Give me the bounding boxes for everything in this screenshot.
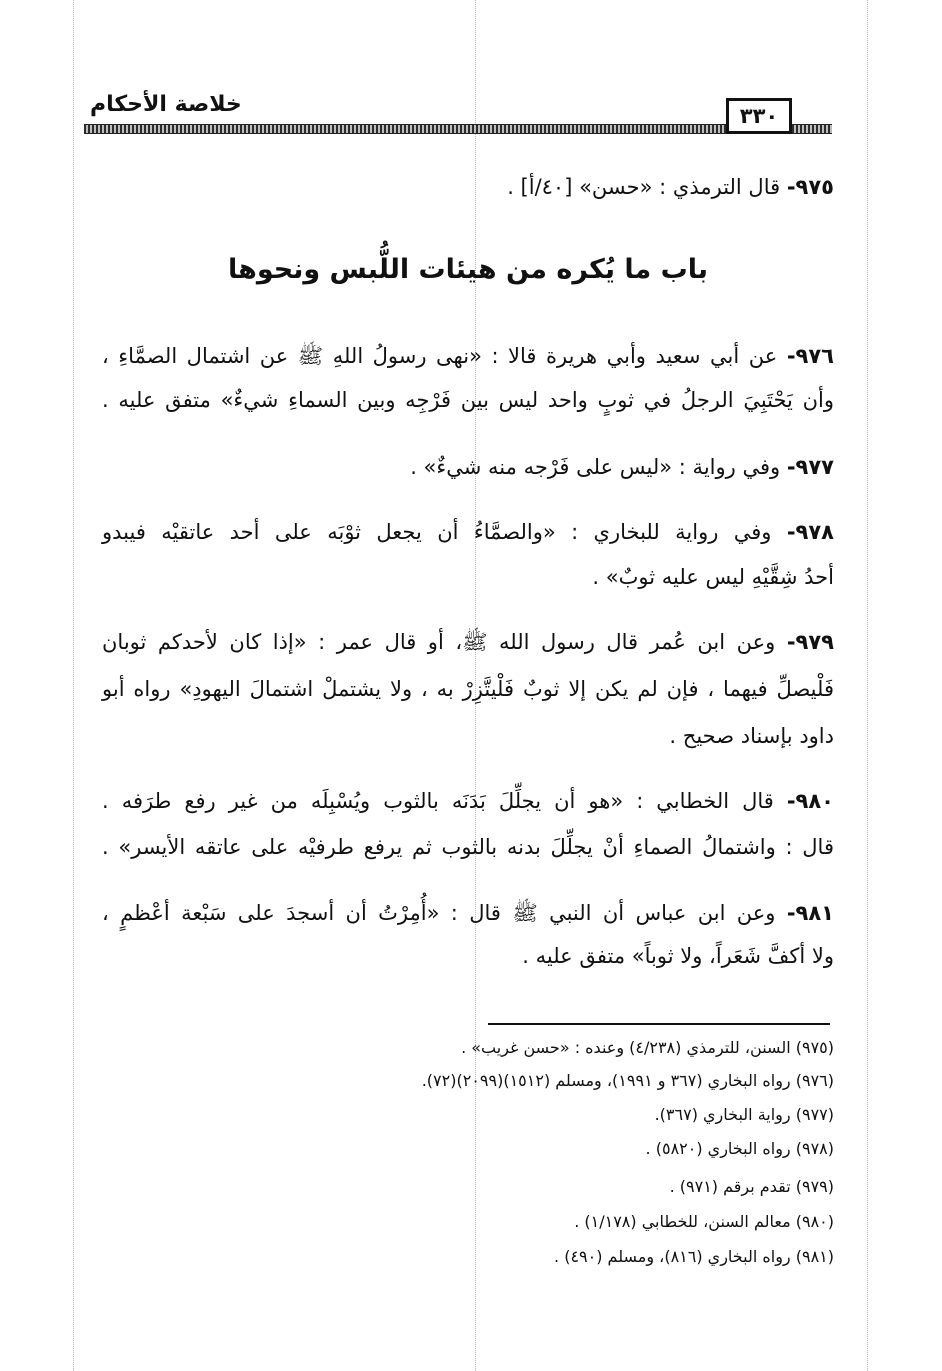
- page-number: ٣٣٠: [726, 98, 792, 134]
- hadith-text: قال الخطابي : «هو أن يجلِّلَ بَدَنَه بالثوب ويُسْبِلَه من غير رفع طرَفه .: [102, 789, 774, 813]
- hadith-978-line-1: [102, 517, 834, 547]
- hadith-980-line-1: [102, 786, 834, 816]
- hadith-text: وفي رواية : «ليس على فَرْجه منه شيءٌ» .: [410, 455, 781, 479]
- hadith-text: وعن ابن عُمر قال رسول الله ﷺ، أو قال عمر : «إذا كان لأحدكم ثوبان: [102, 630, 776, 654]
- hadith-979-line-1: [102, 627, 834, 657]
- hadith-976-line-1: [102, 341, 834, 371]
- footnote-976: (٩٧٦) رواه البخاري (٣٦٧ و ١٩٩١)، ومسلم (١٥١٢)(٢٠٩٩)(٧٢).: [421, 1071, 834, 1090]
- header-decorative-rule: [84, 124, 832, 134]
- hadith-text: وعن ابن عباس أن النبي ﷺ قال : «أُمِرْتُ أن أسجدَ على سَبْعة أعْظمٍ ،: [102, 901, 776, 925]
- hadith-981-line-2: ولا أكفَّ شَعَراً، ولا ثوباً» متفق عليه .: [522, 944, 834, 968]
- hadith-number: ٩٧٧-: [786, 455, 834, 479]
- hadith-976-line-2: وأن يَحْتَبِيَ الرجلُ في ثوبٍ واحد ليس بين فَرْجِه وبين السماءِ شيءٌ» متفق عليه .: [102, 388, 834, 412]
- footnote-979: (٩٧٩) تقدم برقم (٩٧١) .: [669, 1177, 834, 1196]
- hadith-number: ٩٨١-: [786, 901, 834, 925]
- chapter-title: باب ما يُكره من هيئات اللُّبس ونحوها: [227, 254, 709, 285]
- footnote-separator: [488, 1023, 830, 1025]
- hadith-977: [102, 452, 834, 482]
- page-header: [84, 88, 832, 138]
- footnote-975: (٩٧٥) السنن، للترمذي (٤/٢٣٨) وعنده : «حسن غريب» .: [461, 1038, 834, 1057]
- hadith-number: ٩٧٩-: [786, 630, 834, 654]
- hadith-text: وفي رواية للبخاري : «والصمَّاءُ أن يجعل ثوْبَه على أحد عاتقيْه فيبدو: [102, 520, 772, 544]
- hadith-number: ٩٧٦-: [786, 344, 834, 368]
- book-title: خلاصة الأحكام: [84, 92, 248, 117]
- footnote-980: (٩٨٠) معالم السنن، للخطابي (١/١٧٨) .: [574, 1212, 834, 1231]
- hadith-981-line-1: [102, 898, 834, 928]
- hadith-number: ٩٨٠-: [786, 789, 834, 813]
- hadith-978-line-2: أحدُ شِقَّيْهِ ليس عليه ثوبٌ» .: [592, 565, 834, 589]
- footnote-981: (٩٨١) رواه البخاري (٨١٦)، ومسلم (٤٩٠) .: [554, 1247, 834, 1266]
- hadith-text: عن أبي سعيد وأبي هريرة قالا : «نهى رسولُ اللهِ ﷺ عن اشتمال الصمَّاءِ ،: [102, 344, 778, 368]
- footnote-977: (٩٧٧) رواية البخاري (٣٦٧).: [654, 1105, 834, 1124]
- hadith-979-line-3: داود بإسناد صحيح .: [669, 724, 834, 748]
- hadith-980-line-2: قال : واشتمالُ الصماءِ أنْ يجلِّلَ بدنه بالثوب ثم يرفع طرفيْه على عاتقه الأيسر» .: [102, 835, 834, 859]
- hadith-975: [102, 172, 834, 202]
- hadith-number: ٩٧٥-: [786, 175, 834, 199]
- scan-guide-line: [73, 0, 74, 1371]
- hadith-text: قال الترمذي : «حسن» [٤٠/أ] .: [507, 175, 781, 199]
- hadith-number: ٩٧٨-: [786, 520, 834, 544]
- hadith-979-line-2: فَلْيصلِّ فيهما ، فإن لم يكن إلا ثوبٌ فَلْيتَّزِرْ به ، ولا يشتملْ اشتمالَ اليهودِ» رواه أبو: [102, 677, 834, 701]
- scan-guide-line: [867, 0, 868, 1371]
- footnote-978: (٩٧٨) رواه البخاري (٥٨٢٠) .: [645, 1139, 834, 1158]
